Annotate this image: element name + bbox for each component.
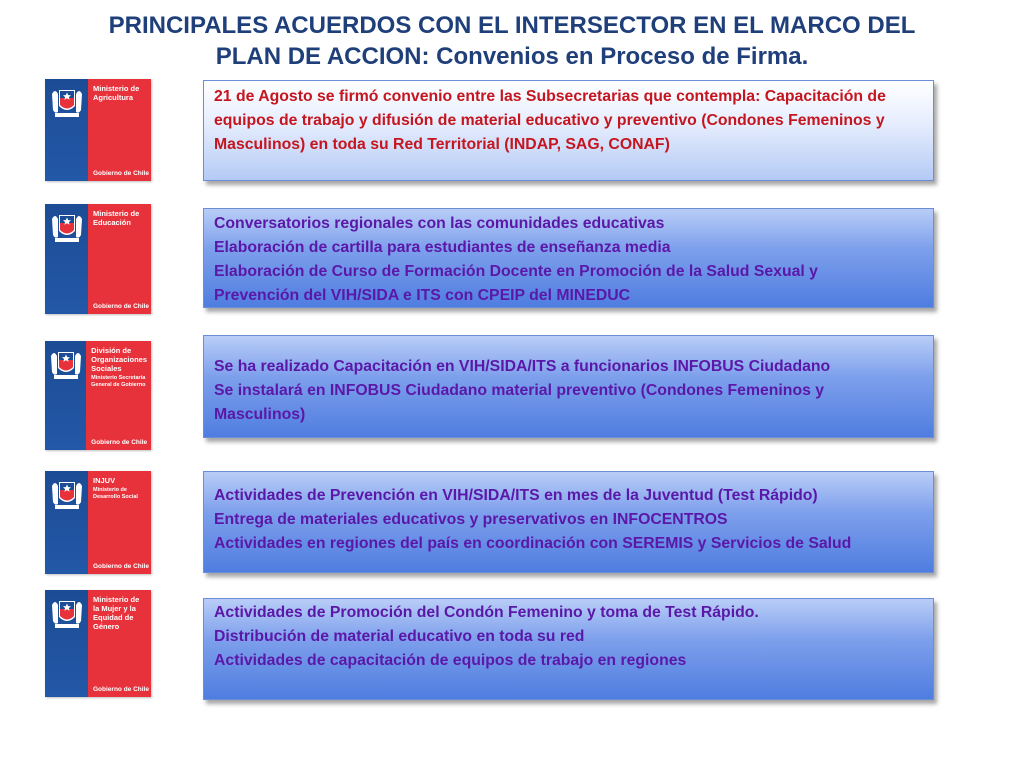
logo-ministry-name: Ministerio de la Mujer y la Equidad de Género xyxy=(93,595,140,631)
agreement-box-injuv xyxy=(203,471,934,573)
agreement-line: Elaboración de Curso de Formación Docente en Promoción de la Salud Sexual y xyxy=(214,263,818,280)
agreement-box-educacion xyxy=(203,208,934,308)
agreement-line: Elaboración de cartilla para estudiantes de enseñanza media xyxy=(214,239,671,256)
agreement-line: Conversatorios regionales con las comunidades educativas xyxy=(214,215,665,232)
agreement-box-dos xyxy=(203,335,934,438)
agreement-line: Prevención del VIH/SIDA e ITS con CPEIP del MINEDUC xyxy=(214,287,631,304)
logo-ministry-sub: Ministerio de Desarrollo Social xyxy=(93,487,138,500)
logo-injuv xyxy=(45,471,151,574)
agreement-line: Se ha realizado Capacitación en VIH/SIDA/ITS a funcionarios INFOBUS Ciudadano xyxy=(214,358,831,375)
logo-footer: Gobierno de Chile xyxy=(93,563,149,570)
agreement-line: Actividades en regiones del país en coordinación con SEREMIS y Servicios de Salud xyxy=(214,535,852,552)
chile-coat-of-arms-icon xyxy=(50,84,84,120)
slide-title-line-1: PRINCIPALES ACUERDOS CON EL INTERSECTOR EN EL MARCO DEL xyxy=(108,12,916,39)
logo-footer: Gobierno de Chile xyxy=(93,170,149,177)
logo-footer: Gobierno de Chile xyxy=(91,439,148,446)
logo-footer: Gobierno de Chile xyxy=(93,303,149,310)
agreement-line: Actividades de Promoción del Condón Femenino y toma de Test Rápido. xyxy=(214,604,759,621)
logo-ministerio-educacion xyxy=(45,204,151,314)
logo-ministerio-agricultura xyxy=(45,79,151,181)
chile-coat-of-arms-icon xyxy=(50,476,84,512)
logo-ministry-name: División de Organizaciones Sociales xyxy=(91,346,147,373)
logo-footer: Gobierno de Chile xyxy=(93,686,149,693)
agreement-line: Actividades de Prevención en VIH/SIDA/ITS en mes de la Juventud (Test Rápido) xyxy=(214,487,818,504)
logo-ministry-name: INJUV xyxy=(93,476,116,485)
agreement-line: Actividades de capacitación de equipos de trabajo en regiones xyxy=(214,652,687,669)
logo-ministry-name: Ministerio de Agricultura xyxy=(93,84,140,102)
agreement-line: Entrega de materiales educativos y preservativos en INFOCENTROS xyxy=(214,511,728,528)
chile-coat-of-arms-icon xyxy=(49,346,83,382)
slide-title-line-2: PLAN DE ACCION: Convenios en Proceso de Firma. xyxy=(215,43,809,70)
agreement-line: Distribución de material educativo en toda su red xyxy=(214,628,585,645)
agreement-line: Masculinos) xyxy=(214,406,306,423)
chile-coat-of-arms-icon xyxy=(50,209,84,245)
agreement-box-mujer xyxy=(203,598,934,700)
logo-ministerio-mujer xyxy=(45,590,151,697)
logo-division-organizaciones-sociales xyxy=(45,341,151,450)
logo-ministry-name: Ministerio de Educación xyxy=(93,209,140,227)
slide-title xyxy=(60,10,964,72)
agreement-box-agricultura xyxy=(203,80,934,181)
agreement-line: Se instalará en INFOBUS Ciudadano material preventivo (Condones Femeninos y xyxy=(214,382,825,399)
logo-ministry-sub: Ministerio Secretaría General de Gobierno xyxy=(91,375,146,388)
agreement-text: 21 de Agosto se firmó convenio entre las Subsecretarias que contempla: Capacitación de equipos de trabajo y difusión de material educativo y preventivo (Condones Femeninos y Masculinos) en toda su Red Territorial (INDAP, SAG, CONAF) xyxy=(214,88,886,153)
chile-coat-of-arms-icon xyxy=(50,595,84,631)
